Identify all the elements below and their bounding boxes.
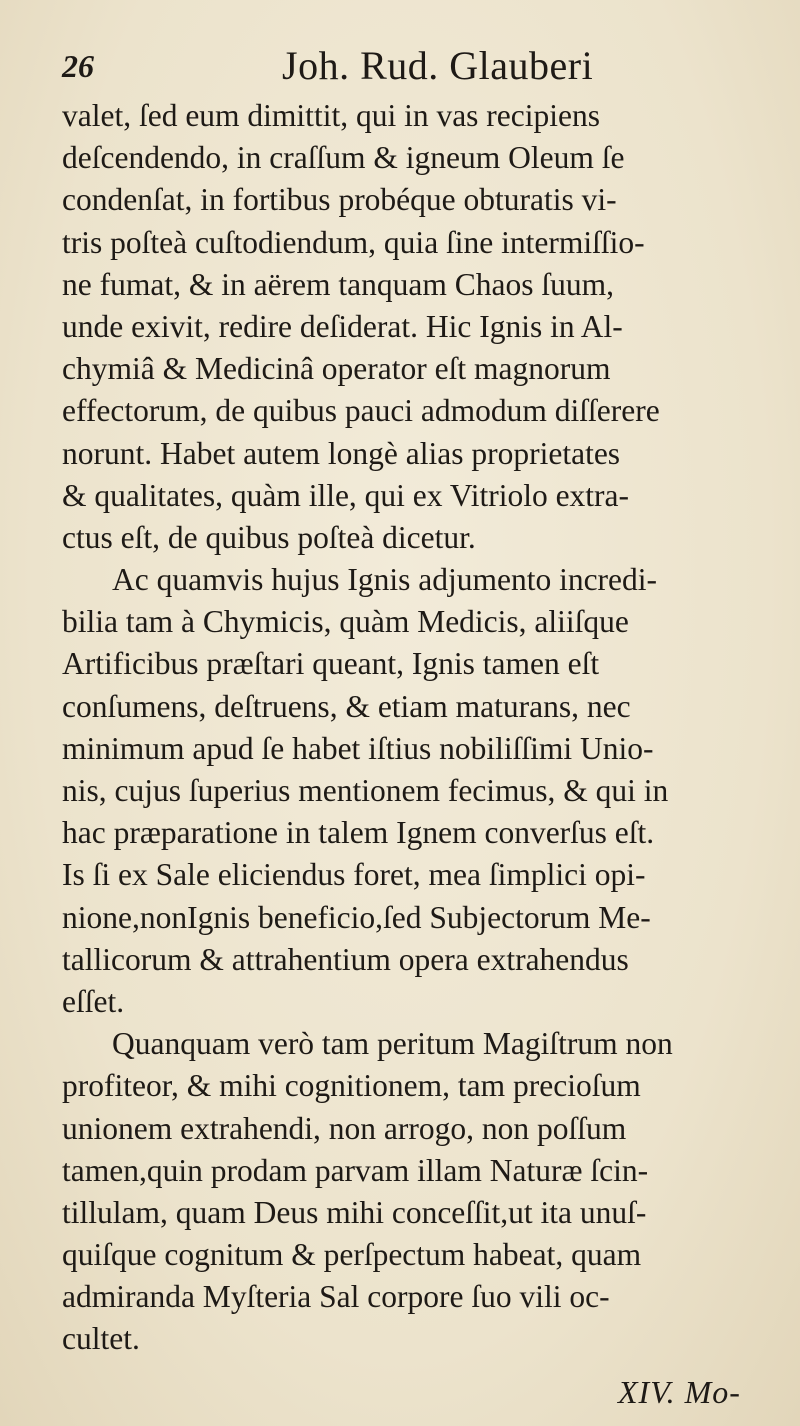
- text-line: nis, cujus ſuperius mentionem fecimus, & qui in: [62, 773, 669, 808]
- text-line: Quanquam verò tam peritum Magiſtrum non: [112, 1026, 673, 1062]
- text-line: condenſat, in fortibus probéque obturatis vi-: [62, 182, 617, 218]
- running-head: Joh. Rud. Glauberi: [282, 43, 594, 88]
- text-line: minimum apud ſe habet iſtius nobiliſſimi Unio-: [62, 730, 654, 766]
- text-line: norunt. Habet autem longè alias proprietates: [62, 435, 621, 471]
- text-line: cultet.: [62, 1321, 140, 1357]
- text-line: tris poſteà cuſtodiendum, quia ſine intermiſſio-: [62, 224, 645, 260]
- text-line: effectorum, de quibus pauci admodum diſſerere: [62, 393, 660, 429]
- text-line: unde exivit, redire deſiderat. Hic Ignis in Al-: [62, 308, 623, 344]
- text-line: hac præparatione in talem Ignem converſus eſt.: [62, 815, 655, 851]
- text-line: unionem extrahendi, non arrogo, non poſſum: [62, 1110, 627, 1146]
- text-line: tillulam, quam Deus mihi conceſſit,ut ita unuſ-: [62, 1194, 647, 1230]
- text-line: quiſque cognitum & perſpectum habeat, quam: [62, 1237, 642, 1273]
- text-line: Is ſi ex Sale eliciendus foret, mea ſimplici opi-: [62, 857, 646, 893]
- text-line: ctus eſt, de quibus poſteà dicetur.: [62, 519, 476, 555]
- text-line: bilia tam à Chymicis, quàm Medicis, aliiſque: [62, 604, 629, 640]
- page-number: 26: [62, 48, 94, 84]
- text-line: profiteor, & mihi cognitionem, tam precioſum: [62, 1068, 641, 1104]
- body-text: [62, 95, 762, 1361]
- text-line: nione,nonIgnis beneficio,ſed Subjectorum Me-: [62, 899, 651, 935]
- text-line: Artificibus præſtari queant, Ignis tamen eſt: [62, 646, 600, 682]
- text-line: admiranda Myſteria Sal corpore ſuo vili oc-: [62, 1279, 610, 1315]
- text-line: tamen,quin prodam parvam illam Naturæ ſcin-: [62, 1152, 649, 1188]
- text-line: Ac quamvis hujus Ignis adjumento incredi-: [112, 562, 658, 598]
- text-line: deſcendendo, in craſſum & igneum Oleum ſe: [62, 140, 625, 176]
- text-line: tallicorum & attrahentium opera extrahendus: [62, 941, 629, 977]
- text-line: eſſet.: [62, 983, 125, 1019]
- page-header: [62, 38, 752, 98]
- text-line: valet, ſed eum dimittit, qui in vas recipiens: [62, 98, 601, 133]
- text-line: conſumens, deſtruens, & etiam maturans, nec: [62, 688, 631, 724]
- catchword: XIV. Mo-: [618, 1374, 741, 1410]
- text-line: & qualitates, quàm ille, qui ex Vitriolo extra-: [62, 477, 630, 513]
- text-line: ne fumat, & in aërem tanquam Chaos ſuum,: [62, 266, 614, 302]
- text-line: chymiâ & Medicinâ operator eſt magnorum: [62, 351, 611, 387]
